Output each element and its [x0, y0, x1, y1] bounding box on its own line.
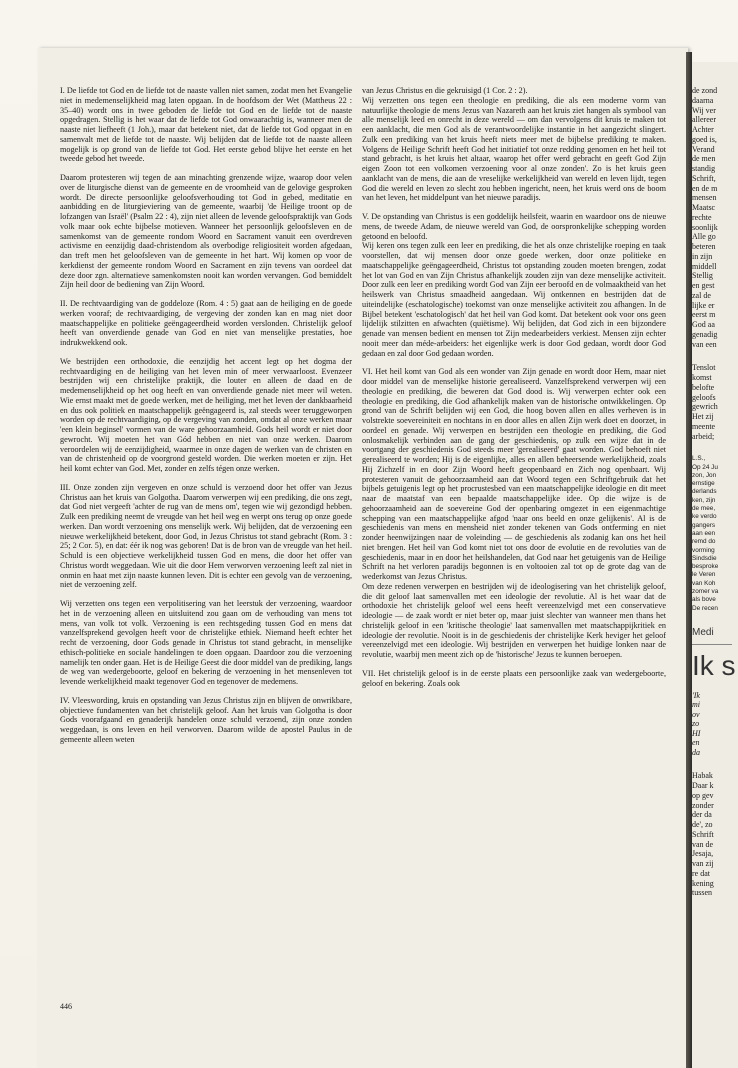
text-line: van zij: [692, 859, 714, 869]
text-line: geloofs: [692, 392, 716, 402]
text-line: Schrift: [692, 829, 714, 839]
text-line: vorming: [692, 546, 715, 554]
text-line: arbeid;: [692, 431, 715, 441]
text-line: gangers: [692, 521, 716, 529]
text-line: le Veren: [692, 571, 716, 579]
text-line: Daar k: [692, 781, 714, 791]
text-line: ov: [692, 709, 700, 719]
paragraph: van Jezus Christus en die gekruisigd (1 Cor. 2 : 2).: [362, 86, 528, 95]
paragraph: Wij keren ons tegen zulk een leer en prediking, die het als onze christelijke roeping en taak voorstellen, dat wij mensen door onze goede werken, door onze politieke en maatschappelijke geëngageerdheid, Christus tot opstanding zouden moeten brengen, zodat het lot van God en van Zijn Christus afhankelijk zouden zijn van deze menselijke activiteit. Door zulk een leer en prediking wordt God van Zijn eer beroofd en de volmaaktheid van het heilswerk van Christus smaadheid aangedaan. Wij ontkennen en bestrijden dat de uiteindelijke (eschatologische) toekomst van onze menselijke activiteit zou afhangen. In de Bijbel betekent 'eschatologisch' dat het heil van God komt. Dat betekent ook voor ons geen lijdelijk stilzitten en afwachten (quiëtisme). Wij belijden, dat God zich in een bijzondere genade van mensen bedient en mensen tot Zijn medearbeiders verkiest. Mensen zijn echter nooit meer dan méde-arbeiders: het eigenlijke werk is door God gedaan, wordt door God gedaan en zal door God gedaan worden.: [362, 241, 666, 358]
paragraph: Daarom protesteren wij tegen de aan minachting grenzende wijze, waarop door velen over de liturgische dienst van de gemeente en de vroomheid van de gelovige gesproken wordt. De directe persoonlijke geloofsverhouding tot God in gebed, meditatie en aanbidding en de liturgieviering van de gemeente, waarbij 'de Heilige troont op de lofzangen van Israël' (Psalm 22 : 4), zijn niet alleen de levende geloofspraktijk van Gods volk maar ook echte bijbelse motieven. Wanneer het persoonlijk geloofsleven en de samenkomst van de gemeente rondom Woord en Sacrament vanuit een overdreven activisme en eenzijdig daad-christendom als overbodige religiositeit worden afgedaan, dan treft men het geloofsleven van de gemeente in het hart. Wij komen op voor de kerkdienst der gemeente rondom Woord en Sacrament en zijn tevens van oordeel dat deze door zgn. alternatieve samenkomsten nooit kan worden vervangen. God bemiddelt Zijn heil door de bediening van Zijn Woord.: [60, 173, 352, 290]
text-line: zo: [692, 719, 700, 729]
text-line: en de m: [692, 183, 718, 193]
text-line: middell: [692, 261, 717, 271]
text-line: eerst m: [692, 310, 716, 320]
next-page-block: [692, 363, 738, 441]
paragraph: I. De liefde tot God en de liefde tot de naaste vallen niet samen, zodat men het Evangelie niet in medemenselijkheid mag laten opgaan. In de hoofdsom der Wet (Mattheus 22 : 35–40) wordt ons in twee geboden de liefde tot God en de liefde tot de naaste opgedragen. Stellig is het waar dat de liefde tot God onwaarachtig is, wanneer men de naaste niet liefheeft (1 Joh.), maar dat betekent niet, dat de liefde tot God opgaat in en samenvalt met de liefde tot de naaste. Wij belijden dat de liefde tot de naaste alleen mogelijk is op grond van de liefde tot God. Het eerste gebod blijve het eerste en het tweede gebod het tweede.: [60, 86, 352, 164]
text-line: als bove: [692, 596, 716, 604]
text-line: komst: [692, 373, 712, 382]
text-line: op gev: [692, 790, 714, 800]
text-line: aan een: [692, 529, 716, 537]
text-line: Habak: [692, 771, 713, 781]
text-line: zal de: [692, 290, 711, 300]
text-line: beteren: [692, 242, 716, 251]
article-lead: [692, 691, 738, 758]
text-line: en: [692, 738, 700, 748]
text-line: derlands: [692, 488, 717, 496]
paragraph: We bestrijden een orthodoxie, die eenzijdig het accent legt op het dogma der rechtvaardiging en de heiliging van het leven min of meer verwaarloost. Evenzeer bestrijden wij een christelijke praktijk, die louter en alleen de daad en de medemenselijkheid op het oog heeft en van onverdiende genade niet meer wil weten. Wie ernst maakt met de goede werken, met de heiliging, met het leven der dankbaarheid en dus ook politiek en maatschappelijk geëngageerd is, zal steeds weer teruggeworpen worden op de rechtvaardiging, op de vergeving van zonden, omdat al onze werken maar 'een klein beginsel' vormen van de ware gehoorzaamheid. Gods heil wordt er niet door gewrocht. Wij moeten het van Gód hebben en niet van onze werken. Daarom veroordelen wij de eenzijdigheid, waarmee in onze dagen de werken van de christen en van de christenheid op de voorgrond gesteld worden. Die werken moeten er zijn. Het heil komt echter van God. Met, zonder en zelfs tégen onze werken.: [60, 356, 352, 473]
text-line: mensen: [692, 193, 717, 203]
text-line: mi: [692, 700, 700, 710]
next-page-fragment: [692, 62, 738, 1068]
left-column: [60, 86, 352, 754]
text-line: HI: [692, 728, 701, 738]
text-line: 'Ik: [692, 690, 700, 700]
text-line: L.S.,: [692, 455, 706, 463]
text-line: gewrich: [692, 402, 718, 412]
text-line: ke verdo: [692, 513, 717, 521]
text-line: remd do: [692, 538, 716, 546]
text-line: ernstige: [692, 480, 715, 488]
text-line: van de: [692, 839, 714, 849]
text-line: der da: [692, 810, 712, 820]
text-line: meente: [692, 421, 716, 431]
text-line: da: [692, 747, 700, 757]
page-number: 446: [60, 1002, 72, 1011]
text-line: belofte: [692, 382, 715, 392]
text-line: besproke: [692, 563, 719, 571]
text-line: God aa: [692, 320, 715, 329]
text-line: Op 24 Ju: [692, 463, 718, 471]
text-line: allereer: [692, 115, 716, 125]
paragraph: VI. Het heil komt van God als een wonder van Zijn genade en wordt door Hem, maar niet door middel van de menselijke historie gerealiseerd. Vanzelfsprekend verwerpen wij een theologie en prediking, die beweren dat God dood is. Wij verwerpen echter ook een theologie en prediking, die God afhankelijk maken van de historische ontwikkelingen. Op grond van de Schrift belijden wij een God, die hoog boven allen en alles verheven is in volstrekte soevereiniteit en nochtans in en door alles en allen Zijn werk doet en doorzet, in oordeel en genade. Wij verwerpen en bestrijden een theologie en prediking, die God onlosmakelijk verbinden aan de gang der geschiedenis, op zulk een wijze dat in de voortgang der geschiedenis God steeds meer 'gerealiseerd' gaat worden. God behoeft niet gerealiseerd te worden; Hij is de eigenlijke, alles en allen beheersende werkelijkheid, zoals Hij Zichzelf in en door Zijn Woord heeft geopenbaard en Zich nog openbaart. Wij protesteren vanuit de gehoorzaamheid aan dat Woord tegen een Schriftgebruik dat het bijbels getuigenis legt op het procrustesbed van een maatschappelijke ideologie en dit meet naar de maatstaf van een bepaalde maatschappelijke idee. Op die wijze is de gehoorzaamheid aan de soevereine God der openbaring omgezet in een eigenmachtige schepping van een maatschappelijke afgod 'naar ons beeld en onze gelijkenis'. Al is de geschiedenis van mens en mensheid niet zonder tekenen van Gods ontferming en niet zonder heenwijzingen naar de voleinding — de geschiedenis als zodanig kan ons het heil niet brengen. Het heil van God komt niet tot ons door de evolutie en de revoluties van de geschiedenis, maar in en door het heilshandelen, dat God naar het getuigenis van de Heilige Schrift na het verloren paradijs begonnen is en voltooien zal tot op de grote dag van de wederkomst van Jezus Christus.: [362, 367, 666, 581]
text-line: de zond: [692, 86, 718, 95]
paragraph: V. De opstanding van Christus is een goddelijk heilsfeit, waarin en waardoor ons de nieuwe mens, de tweede Adam, de nieuwe wereld van God, de oorspronkelijke schepping worden getoond en beloofd.: [362, 212, 666, 241]
text-line: lijke er: [692, 300, 715, 310]
paragraph: Wij verzetten ons tegen een theologie en prediking, die als een moderne vorm van natuurlijke theologie de mens Jezus van Nazareth aan het kruis ziet hangen als symbool van alle menselijk leed en onrecht in deze wereld — om dan vervolgens dit kruis te maken tot een aanklacht, die men God als de verantwoordelijke instantie in het aangezicht slingert. Zulk een prediking van het kruis heeft niets meer met de bijbelse prediking te maken. Volgens de Heilige Schrift heeft God het initiatief tot onze redding genomen en het heil tot stand gebracht, is het kruis het altaar, waarop het offer werd gebracht en geeft God Zijn eigen Zoon tot een volkomen verzoening voor al onze zonden'. Zo is het kruis geen aanklacht van de mens, die aan de vreselijke werkelijkheid van wereld en leven lijdt, tegen God die wereld en leven zo slecht zou hebben ingericht, neen, het kruis werd ons de boom van het leven, het middelpunt van het nieuwe paradijs.: [362, 95, 666, 203]
text-line: Jesaja,: [692, 849, 714, 859]
text-line: de', zo: [692, 820, 713, 830]
text-line: Verand: [692, 144, 715, 154]
text-line: zon, Jon: [692, 471, 717, 479]
text-line: Tenslot: [692, 363, 716, 373]
text-line: daarna: [692, 95, 714, 105]
text-line: Alle go: [692, 232, 716, 242]
text-line: soonlijk: [692, 222, 718, 232]
paragraph: IV. Vleeswording, kruis en opstanding van Jezus Christus zijn en blijven de onwrikbare, objectieve fundamenten van het christelijk geloof. Aan het kruis van Golgotha is door Gods voorafgaand en genaderijk handelen onze schuld verzoend, zijn onze zonden weggedaan, is ons leven en heil verworven. Daarom wilde de apostel Paulus in de gemeente alleen weten: [60, 695, 352, 744]
section-heading: Medi: [692, 626, 714, 638]
text-line: rechte: [692, 212, 712, 222]
text-line: de men: [692, 154, 716, 164]
text-line: genadig: [692, 329, 718, 339]
text-line: Maatsc: [692, 203, 716, 212]
text-line: Sindsdie: [692, 554, 717, 562]
text-line: in zijn: [692, 251, 713, 261]
divider: [692, 644, 732, 645]
next-page-block: [692, 62, 738, 349]
text-line: zomer va: [692, 588, 719, 595]
text-line: re dat: [692, 868, 710, 878]
text-line: Het zij: [692, 412, 714, 421]
text-line: Achter: [692, 125, 714, 134]
text-line: Stellig: [692, 271, 713, 281]
paragraph: Wij verzetten ons tegen een verpolitisering van het leerstuk der verzoening, waardoor het in de verzoening alleen en uitsluitend zou gaan om de verhouding van mens tot mens, van volk tot volk. Verzoening is een rechtsgeding tussen God en mens dat vanzelfsprekend gevolgen heeft voor de christelijke ethiek. Niemand heeft echter het recht de verzoening, door Gods genade in Christus tot stand gebracht, in menselijke ethisch-politieke en sociale handelingen te doen opgaan. Daardoor zou die verzoening namelijk ten onder gaan. Het is de Heilige Geest die door middel van de prediking, langs de weg van wedergeboorte, geloof en bekering de verzoening in het mensenleven tot levende werkelijkheid maakt tegenover God en tegenover de medemens.: [60, 599, 352, 686]
text-line: van een: [692, 339, 717, 349]
text-line: kening: [692, 878, 714, 888]
article-title: Ik s: [692, 649, 736, 681]
right-column: [362, 86, 666, 697]
next-page-sidebar: [692, 455, 738, 613]
text-line: De recen: [692, 604, 718, 612]
text-line: de mee,: [692, 505, 716, 513]
text-line: ken, zijn: [692, 496, 716, 504]
text-line: standig: [692, 164, 716, 173]
paragraph: II. De rechtvaardiging van de goddeloze (Rom. 4 : 5) gaat aan de heiliging en de goede werken vooraf; de rechtvaardiging, de vergeving der zonden kan en mag niet door maatschappelijke en politieke geëngageerdheid worden verslonden. Christelijk geloof heeft van onverdiende genade van God en niet van menselijke prestaties, hoe indrukwekkend ook.: [60, 299, 352, 347]
text-line: tussen: [692, 888, 712, 898]
paragraph: Om deze redenen verwerpen en bestrijden wij de ideologisering van het christelijk geloof, die dit geloof laat samenvallen met een ideologie der revolutie. Al is het waar dat de orthodoxie het christelijk geloof wel eens heeft vereenzelvigd met een conservatieve ideologie — de zaak wordt er niet beter op, maar juist slechter van wanneer men thans het christelijk geloof in een 'kritische theologie' laat samenvallen met maatschappijkritiek en ideologie der revolutie. Nooit is in de geschiedenis der christelijke Kerk heviger het geloof vereenzelvigd met een ideologie. Wij bestrijden en verwerpen het huidige lonken naar de revolutie, waarbij men meent zich op de 'historische' Jezus te kunnen beroepen.: [362, 581, 666, 659]
text-line: Wij ver: [692, 105, 716, 115]
paragraph: III. Onze zonden zijn vergeven en onze schuld is verzoend door het offer van Jezus Christus aan het kruis van Golgotha. Daarom verwerpen wij een prediking, die ons zegt, dat God niet vergeeft 'achter de rug van de mens om', tegen wie wij gezondigd hebben. Zulk een prediking neemt de vreugde van het heil weg en werpt ons terug op onze goede werken. Dan wordt verzoening ons menselijk werk. Wij belijden, dat de verzoening een nieuwe werkelijkheid betekent, door God, in Jezus Christus tot stand gebracht (Rom. 3 : 25; 2 Cor. 5), en dat: éér ik nog was geboren! Dat is de bron van de vreugde van het heil. Schuld is een objectieve werkelijkheid tussen God en mens, die door het offer van Christus wordt weggedaan. Wie uit die door Hem verworven verzoening leeft zal niet in onmin en haat met zijn naaste kunnen leven. Dit is echter een gevolg van de verzoening, niet de verzoening zelf.: [60, 482, 352, 590]
text-line: zonder: [692, 800, 714, 810]
paragraph: VII. Het christelijk geloof is in de eerste plaats een persoonlijke zaak van wedergeboorte, geloof en bekering. Zoals ook: [362, 668, 666, 688]
text-line: goed is,: [692, 134, 717, 144]
text-line: van Koh: [692, 579, 716, 587]
text-line: en gest: [692, 281, 715, 290]
next-page-block: [692, 771, 738, 898]
text-line: Schrift,: [692, 173, 716, 183]
